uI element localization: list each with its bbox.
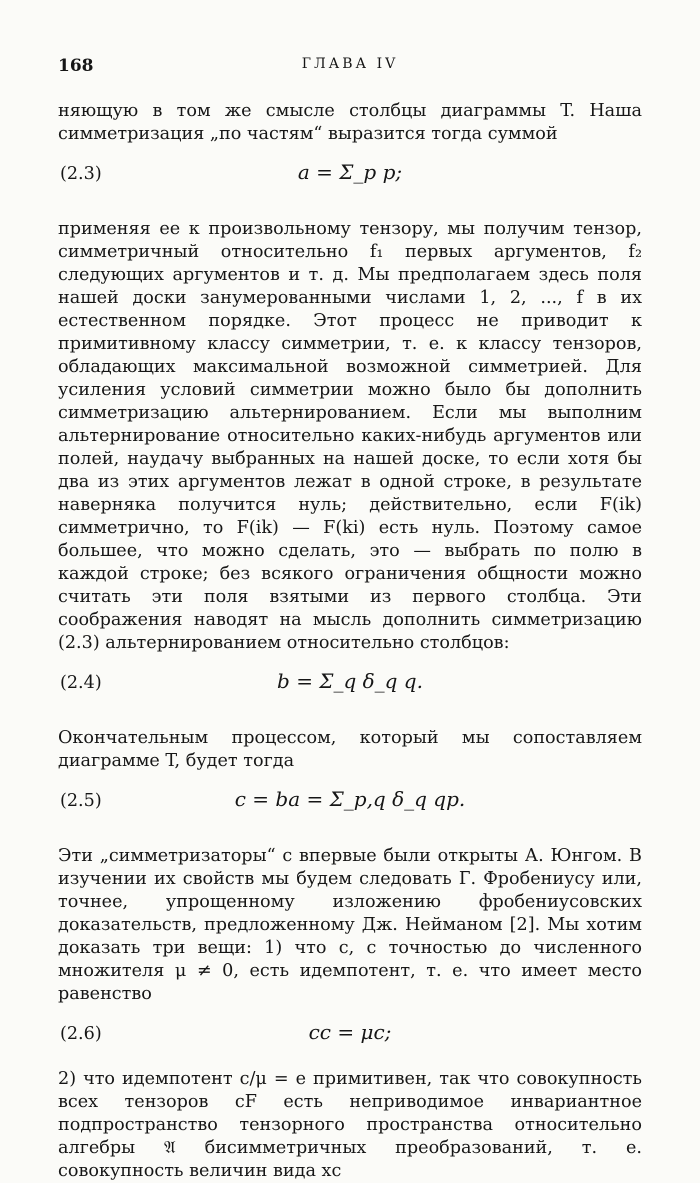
equation-2-4 xyxy=(58,655,642,727)
equation-formula: a = Σ_p p; xyxy=(297,160,403,184)
paragraph-4: Эти „симметризаторы“ c впервые были открыты А. Юнгом. В изучении их свойств мы будем следовать Г. Фробениусу или, точнее, упрощенному изложению фробениусовских доказательств, предложенному Дж. Нейманом [2]. Мы хотим доказать три вещи: 1) что c, с точностью до численного множителя μ ≠ 0, есть идемпотент, т. е. что имеет место равенство xyxy=(58,846,642,1004)
equation-label: (2.4) xyxy=(60,673,102,693)
equation-label: (2.6) xyxy=(60,1024,102,1044)
equation-formula: c = ba = Σ_p,q δ_q qp. xyxy=(234,787,466,811)
equation-formula: b = Σ_q δ_q q. xyxy=(277,669,423,693)
equation-formula: cc = μc; xyxy=(308,1020,392,1044)
page-header xyxy=(58,48,642,88)
paragraph-3: Окончательным процессом, который мы сопоставляем диаграмме T, будет тогда xyxy=(58,728,642,771)
equation-2-6 xyxy=(58,1006,642,1068)
page-number: 168 xyxy=(58,56,94,76)
equation-label: (2.5) xyxy=(60,791,102,811)
equation-2-3 xyxy=(58,146,642,218)
equation-label: (2.3) xyxy=(60,164,102,184)
paragraph-1: няющую в том же смысле столбцы диаграммы T. Наша симметризация „по частям“ выразится тогда суммой xyxy=(58,101,642,144)
equation-2-5 xyxy=(58,773,642,845)
chapter-title: ГЛАВА IV xyxy=(301,56,399,72)
paragraph-2: применяя ее к произвольному тензору, мы получим тензор, симметричный относительно f₁ первых аргументов, f₂ следующих аргументов и т. д. Мы предполагаем здесь поля нашей доски занумерованными числами 1, 2, ..., f в их естественном порядке. Этот процесс не приводит к примитивному классу симметрии, т. е. к классу тензоров, обладающих максимальной возможной симметрией. Для усиления условий симметрии можно было бы дополнить симметризацию альтернированием. Если мы выполним альтернирование относительно каких-нибудь аргументов или полей, наудачу выбранных на нашей доске, то если хотя бы два из этих аргументов лежат в одной строке, в результате наверняка получится нуль; действительно, если F(ik) симметрично, то F(ik) — F(ki) есть нуль. Поэтому самое большее, что можно сделать, это — выбрать по полю в каждой строке; без всякого ограничения общности можно считать эти поля взятыми из первого столбца. Эти соображения наводят на мысль дополнить симметризацию (2.3) альтернированием относительно столбцов: xyxy=(58,219,642,653)
book-page xyxy=(58,48,642,1183)
paragraph-5: 2) что идемпотент c/μ = e примитивен, так что совокупность всех тензоров cF есть неприводимое инвариантное подпространство тензорного пространства относительно алгебры 𝔄 бисимметричных преобразований, т. е. совокупность величин вида xc xyxy=(58,1069,642,1181)
